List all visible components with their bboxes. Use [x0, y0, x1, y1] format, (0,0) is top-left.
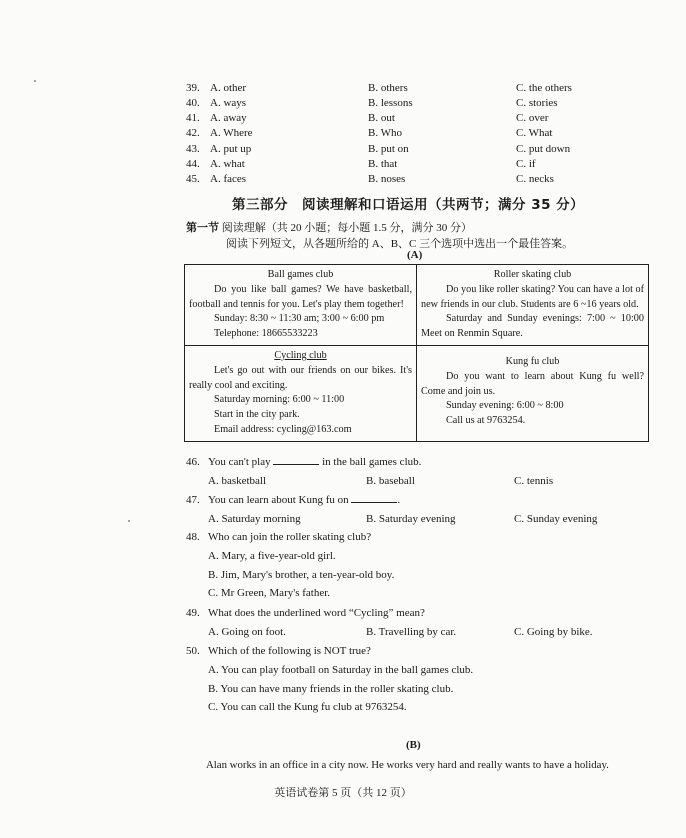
option-a: A. faces — [210, 173, 247, 185]
club-phone: Telephone: 18665533223 — [214, 328, 318, 340]
question-number: 50. — [186, 645, 200, 657]
option-c: C. the others — [516, 82, 572, 94]
club-place: Start in the city park. — [214, 409, 300, 421]
option-b: B. put on — [368, 143, 409, 155]
option-a: A. You can play football on Saturday in the ball games club. — [208, 664, 474, 676]
question-stem: You can't play — [208, 456, 274, 468]
option-row — [186, 112, 606, 128]
question-number: 43. — [186, 143, 200, 155]
question-number: 49. — [186, 607, 200, 619]
option-a: A. Mary, a five-year-old girl. — [208, 550, 336, 562]
option-b: B. others — [368, 82, 408, 94]
option-b: B. Saturday evening — [366, 513, 456, 525]
option-c: C. necks — [516, 173, 554, 185]
scan-speck — [34, 80, 36, 82]
question-stem: You can learn about Kung fu on — [208, 494, 352, 506]
part-three-title: 第三部分 阅读理解和口语运用（共两节；满分 35 分） — [232, 197, 585, 213]
club-name: Ball games club — [267, 269, 334, 280]
passage-a-label: (A) — [407, 249, 423, 261]
option-a: A. basketball — [208, 475, 267, 487]
question-text: Which of the following is NOT true? — [208, 645, 371, 657]
club-name-underlined: Cycling club — [274, 349, 327, 361]
cycling-club-cell — [185, 345, 417, 441]
option-row — [186, 158, 606, 174]
question-stem-end: in the ball games club. — [319, 456, 422, 468]
option-b: B. Travelling by car. — [366, 626, 457, 638]
option-a: A. Where — [210, 127, 253, 139]
answer-blank — [273, 464, 319, 465]
club-description: Do you want to learn about Kung fu well? Come and join us. — [421, 370, 644, 397]
option-b: B. Jim, Mary's brother, a ten-year-old boy. — [208, 569, 395, 581]
option-c: C. over — [516, 112, 549, 124]
option-row — [186, 82, 606, 98]
scan-speck — [128, 520, 130, 522]
club-call: Call us at 9763254. — [446, 415, 526, 427]
option-b: B. noses — [368, 173, 406, 185]
option-c: C. tennis — [514, 475, 554, 487]
question-text: Who can join the roller skating club? — [208, 531, 372, 543]
question-number: 48. — [186, 531, 200, 543]
clubs-table — [184, 264, 665, 442]
option-a: A. put up — [210, 143, 252, 155]
option-b: B. that — [368, 158, 398, 170]
option-b: B. lessons — [368, 97, 413, 109]
kung-fu-club-cell — [417, 345, 649, 441]
option-a: A. ways — [210, 97, 247, 109]
option-b: B. Who — [368, 127, 403, 139]
answer-blank — [351, 502, 397, 503]
question-number: 47. — [186, 494, 200, 506]
option-a: A. what — [210, 158, 245, 170]
club-time: Saturday and Sunday evenings: 7:00 ~ 10:00 Meet on Renmin Square. — [421, 313, 665, 340]
section-label: 第一节 — [186, 221, 219, 234]
club-name: Roller skating club — [493, 269, 572, 280]
option-a: A. Saturday morning — [208, 513, 301, 525]
option-c: C. Sunday evening — [514, 513, 598, 525]
option-c: C. stories — [516, 97, 558, 109]
option-c: C. if — [516, 158, 536, 170]
club-name: Kung fu club — [505, 355, 560, 367]
option-row — [186, 143, 606, 159]
option-row — [186, 173, 606, 189]
question-text — [208, 456, 421, 468]
question-number: 46. — [186, 456, 200, 468]
club-description: Do you like roller skating? You can have a lot of new friends in our club. Students are 6 ~16 years old. — [421, 283, 644, 310]
question-number: 40. — [186, 97, 200, 109]
club-time: Sunday: 8:30 ~ 11:30 am; 3:00 ~ 6:00 pm — [214, 313, 385, 325]
question-number: 44. — [186, 158, 200, 170]
question-number: 41. — [186, 112, 200, 124]
option-a: A. Going on foot. — [208, 626, 286, 638]
ball-games-club-cell — [185, 265, 417, 346]
option-b: B. You can have many friends in the roller skating club. — [208, 683, 454, 695]
option-b: B. baseball — [366, 475, 415, 487]
club-time: Saturday morning: 6:00 ~ 11:00 — [214, 394, 345, 406]
option-a: A. other — [210, 82, 247, 94]
question-number: 42. — [186, 127, 200, 139]
roller-skating-club-cell — [417, 265, 665, 346]
passage-b-text: Alan works in an office in a city now. He works very hard and really wants to have a holiday. — [206, 759, 609, 771]
passage-b-label: (B) — [406, 739, 421, 751]
page-footer: 英语试卷第 5 页（共 12 页） — [274, 787, 412, 799]
question-text: What does the underlined word “Cycling” mean? — [208, 607, 425, 619]
instruction: 阅读下列短文，从各题所给的 A、B、C 三个选项中选出一个最佳答案。 — [226, 238, 574, 250]
question-number: 39. — [186, 82, 200, 94]
section-description: 阅读理解（共 20 小题；每小题 1.5 分，满分 30 分） — [219, 222, 472, 234]
section-one-title — [186, 219, 472, 235]
question-number: 45. — [186, 173, 200, 185]
option-c: C. You can call the Kung fu club at 9763254. — [208, 701, 407, 713]
option-b: B. out — [368, 112, 395, 124]
option-row — [186, 97, 606, 113]
club-description: Let's go out with our friends on our bikes. It's really cool and exciting. — [189, 364, 412, 391]
option-row — [186, 127, 606, 143]
club-time: Sunday evening: 6:00 ~ 8:00 — [446, 400, 564, 412]
club-description: Do you like ball games? We have basketball, football and tennis for you. Let's play them together! — [189, 283, 412, 310]
option-c: C. Mr Green, Mary's father. — [208, 587, 331, 599]
question-text — [208, 494, 400, 506]
option-c: C. Going by bike. — [514, 626, 593, 638]
club-email: Email address: cycling@163.com — [214, 423, 352, 435]
question-stem-end: . — [397, 494, 401, 506]
option-c: C. What — [516, 127, 553, 139]
option-c: C. put down — [516, 143, 571, 155]
option-a: A. away — [210, 112, 247, 124]
